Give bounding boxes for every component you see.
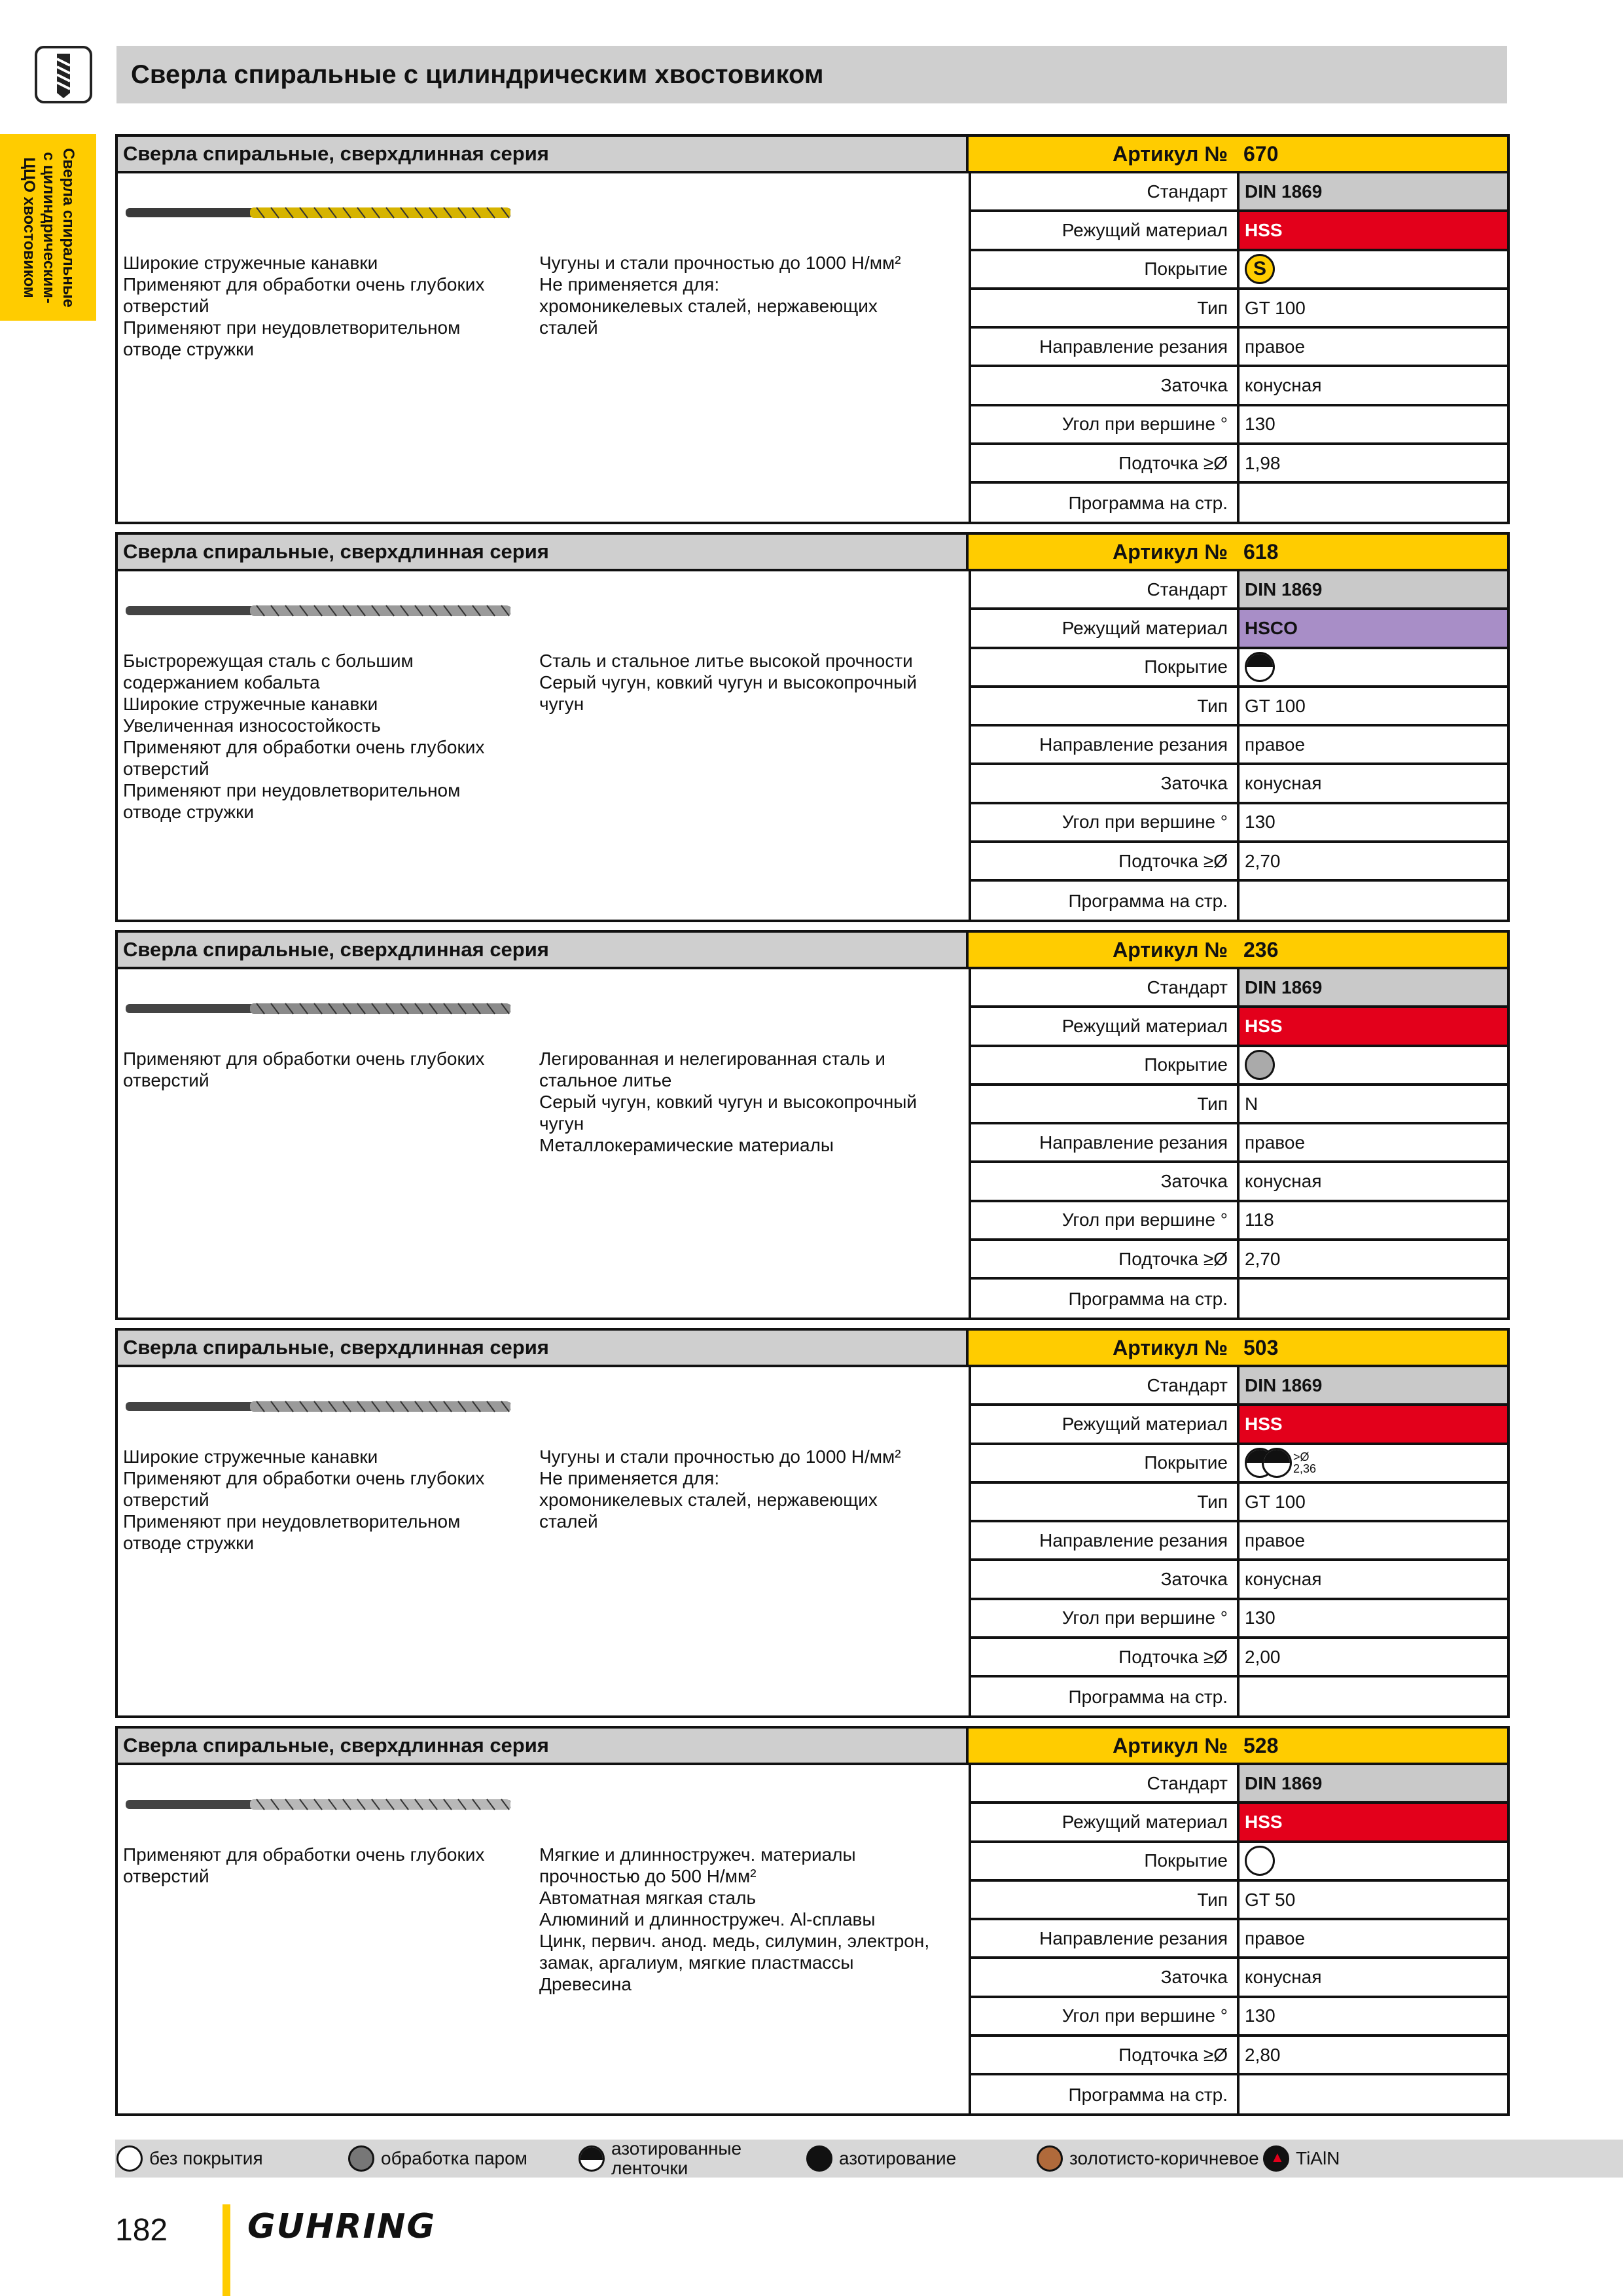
- application-notes: [123, 1048, 529, 1091]
- article-label: Артикул №: [1113, 141, 1228, 166]
- product-block: [115, 532, 1510, 922]
- nitrided-icon: [806, 2145, 832, 2172]
- spec-label: Стандарт: [971, 173, 1240, 209]
- side-tab-label: Сверла спиральные с цилиндрическим- ЦЦО хвостовиком: [20, 147, 77, 308]
- block-title: Сверла спиральные, сверхдлинная серия: [123, 142, 549, 165]
- spec-value: правое: [1245, 1928, 1306, 1948]
- article-number: 236: [1243, 937, 1279, 961]
- coating-icon: [1245, 254, 1275, 284]
- spec-label: Угол при вершине °: [971, 1202, 1240, 1238]
- material-text: Легированная и нелегированная сталь и стальное литье Серый чугун, ковкий чугун и высокопрочный чугун Металлокерамические материалы: [539, 1049, 918, 1155]
- spec-row: [971, 1445, 1507, 1484]
- block-title: Сверла спиральные, сверхдлинная серия: [123, 540, 549, 563]
- spec-row: [971, 2037, 1507, 2075]
- section-side-tab: [0, 134, 96, 321]
- article-header: [969, 1331, 1507, 1367]
- spec-row: [971, 406, 1507, 445]
- nitrided-lands-icon: [1262, 1448, 1292, 1478]
- spec-row: [971, 445, 1507, 484]
- spec-row: [971, 726, 1507, 765]
- spec-row: [971, 1086, 1507, 1124]
- block-title: Сверла спиральные, сверхдлинная серия: [123, 1336, 549, 1359]
- article-label: Артикул №: [1113, 937, 1228, 961]
- product-block: [115, 134, 1510, 524]
- spec-row: [971, 688, 1507, 726]
- spec-label: Тип: [971, 1882, 1240, 1918]
- spec-label: Режущий материал: [971, 610, 1240, 646]
- spec-label: Угол при вершине °: [971, 406, 1240, 442]
- article-header: [969, 1729, 1507, 1765]
- legend-label: TiAlN: [1296, 2148, 1340, 2168]
- spec-label: Направление резания: [971, 1522, 1240, 1558]
- article-number: 670: [1243, 141, 1279, 166]
- spec-row: [971, 1163, 1507, 1202]
- spec-value: DIN 1869: [1240, 969, 1507, 1005]
- application-text: Широкие стружечные канавки Применяют для обработки очень глубоких отверстий Применяют при неудовлетворительном отводе стружки: [123, 1446, 485, 1553]
- spec-value: 1,98: [1245, 452, 1281, 473]
- spec-value: HSS: [1240, 212, 1507, 248]
- spec-label: Режущий материал: [971, 1008, 1240, 1044]
- coating-cell: [1240, 649, 1507, 685]
- spec-value: DIN 1869: [1240, 1765, 1507, 1801]
- spec-label: Режущий материал: [971, 212, 1240, 248]
- spec-row: [971, 1600, 1507, 1639]
- page-title: Сверла спиральные с цилиндрическим хвостовиком: [131, 60, 824, 89]
- spec-label: Заточка: [971, 1561, 1240, 1597]
- spec-label: Угол при вершине °: [971, 1998, 1240, 2034]
- article-label: Артикул №: [1113, 1335, 1228, 1359]
- article-number: 528: [1243, 1733, 1279, 1757]
- spec-value: DIN 1869: [1240, 1367, 1507, 1403]
- coating-note: >Ø 2,36: [1293, 1450, 1317, 1476]
- spec-table: [969, 571, 1507, 920]
- article-header: [969, 933, 1507, 969]
- spec-label: Подточка ≥Ø: [971, 1639, 1240, 1675]
- spec-row: [971, 290, 1507, 329]
- spec-label: Программа на стр.: [971, 484, 1240, 522]
- spec-row: [971, 212, 1507, 251]
- block-header: [118, 933, 969, 969]
- spec-label: Угол при вершине °: [971, 1600, 1240, 1636]
- spec-value: правое: [1245, 336, 1306, 357]
- application-notes: [123, 1844, 529, 1887]
- spec-row: [971, 882, 1507, 920]
- spec-row: [971, 610, 1507, 649]
- application-text: Широкие стружечные канавки Применяют для обработки очень глубоких отверстий Применяют при неудовлетворительном отводе стружки: [123, 253, 485, 359]
- page-number: 182: [115, 2213, 168, 2248]
- page-title-bar: [116, 46, 1507, 103]
- spec-value: HSCO: [1240, 610, 1507, 646]
- nitrided-lands-icon: [579, 2145, 605, 2172]
- spec-row: [971, 1843, 1507, 1882]
- steam-treatment-icon: [348, 2145, 374, 2172]
- spec-row: [971, 251, 1507, 290]
- material-notes: [539, 1844, 958, 1995]
- spec-value: 130: [1245, 2005, 1275, 2026]
- spec-value: 2,00: [1245, 1646, 1281, 1667]
- spec-row: [971, 571, 1507, 610]
- spec-row: [971, 173, 1507, 212]
- coating-cell: [1240, 1445, 1507, 1481]
- spec-row: [971, 1124, 1507, 1163]
- spec-value: HSS: [1240, 1008, 1507, 1044]
- spec-row: [971, 1677, 1507, 1716]
- spec-row: [971, 1920, 1507, 1959]
- spec-row: [971, 1639, 1507, 1677]
- spec-value: [1240, 484, 1507, 522]
- spec-value: GT 100: [1245, 695, 1306, 716]
- spec-value: конусная: [1245, 773, 1322, 794]
- application-notes: [123, 1446, 529, 1554]
- drill-image: [126, 206, 510, 220]
- spec-label: Направление резания: [971, 1124, 1240, 1160]
- spec-row: [971, 1765, 1507, 1804]
- coating-cell: [1240, 251, 1507, 287]
- spec-label: Покрытие: [971, 1843, 1240, 1879]
- spec-row: [971, 329, 1507, 367]
- spec-row: [971, 1959, 1507, 1998]
- spec-label: Тип: [971, 290, 1240, 326]
- spec-value: конусная: [1245, 1569, 1322, 1590]
- legend-label: обработка паром: [381, 2148, 527, 2168]
- spec-row: [971, 2075, 1507, 2114]
- spec-row: [971, 1241, 1507, 1280]
- material-notes: [539, 650, 958, 715]
- spec-label: Заточка: [971, 1163, 1240, 1199]
- uncoated-icon: [116, 2145, 143, 2172]
- brand-logo: GUHRING: [247, 2207, 437, 2246]
- spec-row: [971, 1280, 1507, 1318]
- article-number: 618: [1243, 539, 1279, 564]
- spec-value: 130: [1245, 1607, 1275, 1628]
- application-notes: [123, 650, 529, 823]
- spec-label: Стандарт: [971, 1765, 1240, 1801]
- spec-value: [1240, 1677, 1507, 1716]
- article-number: 503: [1243, 1335, 1279, 1359]
- spec-row: [971, 1008, 1507, 1047]
- material-text: Чугуны и стали прочностью до 1000 Н/мм² Не применяется для: хромоникелевых сталей, нержавеющих сталей: [539, 1446, 901, 1532]
- legend-item-tialn: [1263, 2140, 1340, 2178]
- material-text: Мягкие и длинностружеч. материалы прочностью до 500 Н/мм² Автоматная мягкая сталь Алюминий и длинностружеч. Al-сплавы Цинк, первич. анод. медь, силумин, электрон, замак, аргалиум, мягкие пластмассы Древесина: [539, 1844, 930, 1994]
- spec-label: Стандарт: [971, 1367, 1240, 1403]
- article-label: Артикул №: [1113, 1733, 1228, 1757]
- spec-label: Заточка: [971, 1959, 1240, 1995]
- spec-value: GT 100: [1245, 297, 1306, 318]
- spec-value: HSS: [1240, 1804, 1507, 1840]
- spec-label: Покрытие: [971, 251, 1240, 287]
- spec-row: [971, 1406, 1507, 1444]
- drill-image: [126, 1797, 510, 1812]
- spec-label: Режущий материал: [971, 1406, 1240, 1442]
- spec-row: [971, 843, 1507, 882]
- drill-image: [126, 1399, 510, 1414]
- spec-row: [971, 804, 1507, 843]
- product-block: [115, 930, 1510, 1320]
- spec-label: Направление резания: [971, 329, 1240, 365]
- spec-label: Направление резания: [971, 1920, 1240, 1956]
- material-text: Чугуны и стали прочностью до 1000 Н/мм² Не применяется для: хромоникелевых сталей, нержавеющих сталей: [539, 253, 901, 338]
- spec-value: DIN 1869: [1240, 173, 1507, 209]
- material-notes: [539, 1048, 958, 1156]
- block-title: Сверла спиральные, сверхдлинная серия: [123, 1734, 549, 1757]
- spec-label: Подточка ≥Ø: [971, 445, 1240, 481]
- spec-label: Направление резания: [971, 726, 1240, 762]
- spec-label: Подточка ≥Ø: [971, 1241, 1240, 1277]
- spec-value: 130: [1245, 414, 1275, 435]
- spec-row: [971, 1882, 1507, 1920]
- coating-cell: [1240, 1047, 1507, 1083]
- legend-item-nitrided: [806, 2140, 956, 2178]
- spec-value: конусная: [1245, 1967, 1322, 1988]
- coating-icon: [1245, 1050, 1275, 1080]
- application-text: Быстрорежущая сталь с большим содержанием кобальта Широкие стружечные канавки Увеличенная износостойкость Применяют для обработки очень глубоких отверстий Применяют при неудовлетворительном отводе стружки: [123, 651, 485, 822]
- block-title: Сверла спиральные, сверхдлинная серия: [123, 938, 549, 961]
- block-header: [118, 137, 969, 173]
- spec-row: [971, 367, 1507, 406]
- spec-value: правое: [1245, 734, 1306, 755]
- spec-row: [971, 1804, 1507, 1842]
- spec-row: [971, 649, 1507, 688]
- spec-value: 2,70: [1245, 850, 1281, 871]
- spec-value: GT 100: [1245, 1491, 1306, 1512]
- material-notes: [539, 1446, 958, 1532]
- material-notes: [539, 252, 958, 338]
- coating-cell: [1240, 1843, 1507, 1879]
- legend-label: золотисто-коричневое: [1069, 2148, 1259, 2168]
- spec-label: Тип: [971, 688, 1240, 724]
- spec-row: [971, 969, 1507, 1008]
- spec-table: [969, 173, 1507, 522]
- product-block: [115, 1328, 1510, 1718]
- spec-row: [971, 484, 1507, 522]
- spec-table: [969, 1367, 1507, 1715]
- legend-label: без покрытия: [149, 2148, 263, 2168]
- spec-value: 118: [1245, 1210, 1274, 1230]
- spec-label: Заточка: [971, 367, 1240, 403]
- drill-image: [126, 1001, 510, 1016]
- spec-row: [971, 1522, 1507, 1561]
- legend-item-nitrided-lands: [579, 2140, 741, 2178]
- material-text: Сталь и стальное литье высокой прочности Серый чугун, ковкий чугун и высокопрочный чугун: [539, 651, 918, 714]
- spec-row: [971, 1484, 1507, 1522]
- spec-label: Программа на стр.: [971, 1280, 1240, 1318]
- product-block: [115, 1726, 1510, 2116]
- spec-value: конусная: [1245, 375, 1322, 396]
- spec-label: Угол при вершине °: [971, 804, 1240, 840]
- spec-label: Покрытие: [971, 1047, 1240, 1083]
- drill-icon: [35, 46, 92, 103]
- legend-item-steam: [348, 2140, 527, 2178]
- spec-label: Заточка: [971, 765, 1240, 801]
- spec-label: Тип: [971, 1086, 1240, 1122]
- application-notes: [123, 252, 529, 360]
- spec-label: Тип: [971, 1484, 1240, 1520]
- spec-label: Режущий материал: [971, 1804, 1240, 1840]
- footer-accent-bar: [223, 2204, 230, 2296]
- coating-icon: [1245, 652, 1275, 682]
- spec-value: [1240, 2075, 1507, 2114]
- coating-icon: [1245, 1846, 1275, 1876]
- spec-label: Подточка ≥Ø: [971, 843, 1240, 879]
- spec-value: [1240, 1280, 1507, 1318]
- block-header: [118, 1331, 969, 1367]
- spec-value: DIN 1869: [1240, 571, 1507, 607]
- application-text: Применяют для обработки очень глубоких отверстий: [123, 1844, 485, 1886]
- spec-label: Стандарт: [971, 969, 1240, 1005]
- tialn-icon: [1263, 2145, 1289, 2172]
- spec-label: Покрытие: [971, 1445, 1240, 1481]
- spec-row: [971, 765, 1507, 804]
- spec-row: [971, 1202, 1507, 1241]
- article-header: [969, 137, 1507, 173]
- spec-row: [971, 1998, 1507, 2037]
- spec-label: Стандарт: [971, 571, 1240, 607]
- spec-label: Программа на стр.: [971, 882, 1240, 920]
- legend-label: азотирование: [839, 2148, 957, 2168]
- spec-value: N: [1245, 1093, 1258, 1114]
- article-label: Артикул №: [1113, 539, 1228, 564]
- legend-label: азотированные ленточки: [611, 2138, 742, 2178]
- legend-item-uncoated: [116, 2140, 263, 2178]
- gold-brown-icon: [1037, 2145, 1063, 2172]
- spec-value: правое: [1245, 1132, 1306, 1153]
- spec-label: Подточка ≥Ø: [971, 2037, 1240, 2073]
- spec-table: [969, 1765, 1507, 2113]
- coating-legend: [115, 2140, 1623, 2178]
- spec-value: конусная: [1245, 1171, 1322, 1192]
- spec-label: Программа на стр.: [971, 1677, 1240, 1716]
- drill-image: [126, 603, 510, 618]
- spec-label: Программа на стр.: [971, 2075, 1240, 2114]
- spec-value: 2,70: [1245, 1248, 1281, 1269]
- block-header: [118, 1729, 969, 1765]
- spec-row: [971, 1047, 1507, 1086]
- block-header: [118, 535, 969, 571]
- spec-label: Покрытие: [971, 649, 1240, 685]
- application-text: Применяют для обработки очень глубоких отверстий: [123, 1049, 485, 1090]
- legend-item-gold-brown: [1037, 2140, 1259, 2178]
- spec-value: GT 50: [1245, 1889, 1296, 1910]
- spec-row: [971, 1561, 1507, 1600]
- article-header: [969, 535, 1507, 571]
- spec-value: [1240, 882, 1507, 920]
- spec-row: [971, 1367, 1507, 1406]
- spec-value: 130: [1245, 812, 1275, 833]
- spec-value: правое: [1245, 1530, 1306, 1551]
- spec-value: HSS: [1240, 1406, 1507, 1442]
- spec-value: 2,80: [1245, 2044, 1281, 2065]
- spec-table: [969, 969, 1507, 1318]
